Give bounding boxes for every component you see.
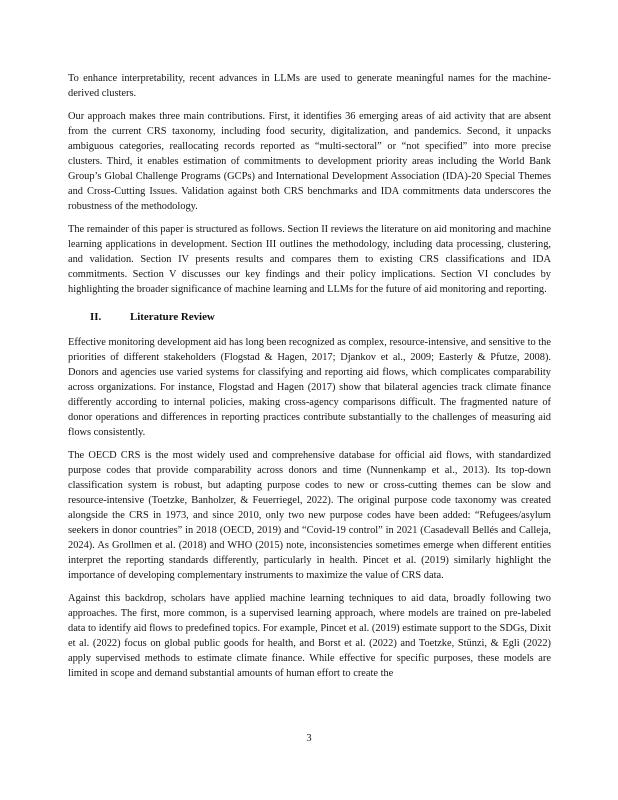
paragraph-machine-learning-approaches: Against this backdrop, scholars have applied machine learning techniques to aid data, broadly following two approaches. The first, more common, is a supervised learning approach, where models are trained on pre-labeled data to identify aid flows to predefined topics. For example, Pincet et al. (2019) estimate support to the SDGs, Dixit et al. (2022) focus on global public goods for health, and Borst et al. (2022) and Toetzke, Stünzi, & Egli (2022) apply supervised methods to estimate climate finance. While effective for specific purposes, these models are limited in scope and demand substantial amounts of human effort to create the bbox=[68, 593, 551, 679]
section-number: II. bbox=[90, 311, 102, 323]
paragraph-intro-llm-names: To enhance interpretability, recent advances in LLMs are used to generate meaningful names for the machine-derived clusters. bbox=[68, 73, 551, 99]
paragraph-aid-monitoring-complexity: Effective monitoring development aid has long been recognized as complex, resource-intensive, and sensitive to the priorities of different stakeholders (Flogstad & Hagen, 2017; Djankov et al., 2009; Easterly & Pfutze, 2008). Donors and agencies use varied systems for classifying and reporting aid flows, which complicates comparability across organizations. For instance, Flogstad and Hagen (2017) show that bilateral agencies track climate finance differently according to internal policies, making cross-agency comparisons difficult. The fragmented nature of donor operations and differences in reporting practices contribute substantially to the challenges of measuring aid flows consistently. bbox=[68, 337, 551, 438]
paragraph-oecd-crs-database: The OECD CRS is the most widely used and comprehensive database for official aid flows, with standardized purpose codes that provide comparability across donors and time (Nunnenkamp et al., 2013). Its top-down classification system is robust, but adapting purpose codes to new or cross-cutting themes can be slow and resource-intensive (Toetzke, Banholzer, & Feuerriegel, 2022). The original purpose code taxonomy was created alongside the CRS in 1973, and since 2010, only two new purpose codes have been added: “Refugees/asylum seekers in donor countries” in 2018 (OECD, 2019) and “Covid-19 control” in 2021 (Casadevall Bellés and Calleja, 2024). As Grollmen et al. (2018) and WHO (2015) note, inconsistencies sometimes emerge when different entities interpret the reporting standards differently, particularly in health. Pincet et al. (2019) similarly highlight the importance of developing complementary instruments to maximize the value of CRS data. bbox=[68, 450, 551, 581]
page-body bbox=[68, 71, 551, 689]
section-heading bbox=[68, 310, 551, 325]
paragraph-contributions: Our approach makes three main contributions. First, it identifies 36 emerging areas of aid activity that are absent from the current CRS taxonomy, including food security, digitalization, and pandemics. Second, it unpacks ambiguous categories, reallocating records reported as “multi-sectoral” or “not specified” into more precise clusters. Third, it enables estimation of commitments to development priority areas including the World Bank Group’s Global Challenge Programs (GCPs) and International Development Association (IDA)-20 Special Themes and Cross-Cutting Issues. Validation against both CRS benchmarks and IDA commitments data underscores the robustness of the methodology. bbox=[68, 111, 551, 212]
paragraph-paper-structure: The remainder of this paper is structured as follows. Section II reviews the literature on aid monitoring and machine learning applications in development. Section III outlines the methodology, including data processing, clustering, and validation. Section IV presents results and compares them to existing CRS classifications and IDA commitments. Section V discusses our key findings and their policy implications. Section VI concludes by highlighting the broader significance of machine learning and LLMs for the future of aid monitoring and reporting. bbox=[68, 224, 551, 295]
section-title: Literature Review bbox=[130, 311, 215, 323]
page-footer bbox=[0, 731, 618, 746]
page-number: 3 bbox=[306, 733, 312, 744]
